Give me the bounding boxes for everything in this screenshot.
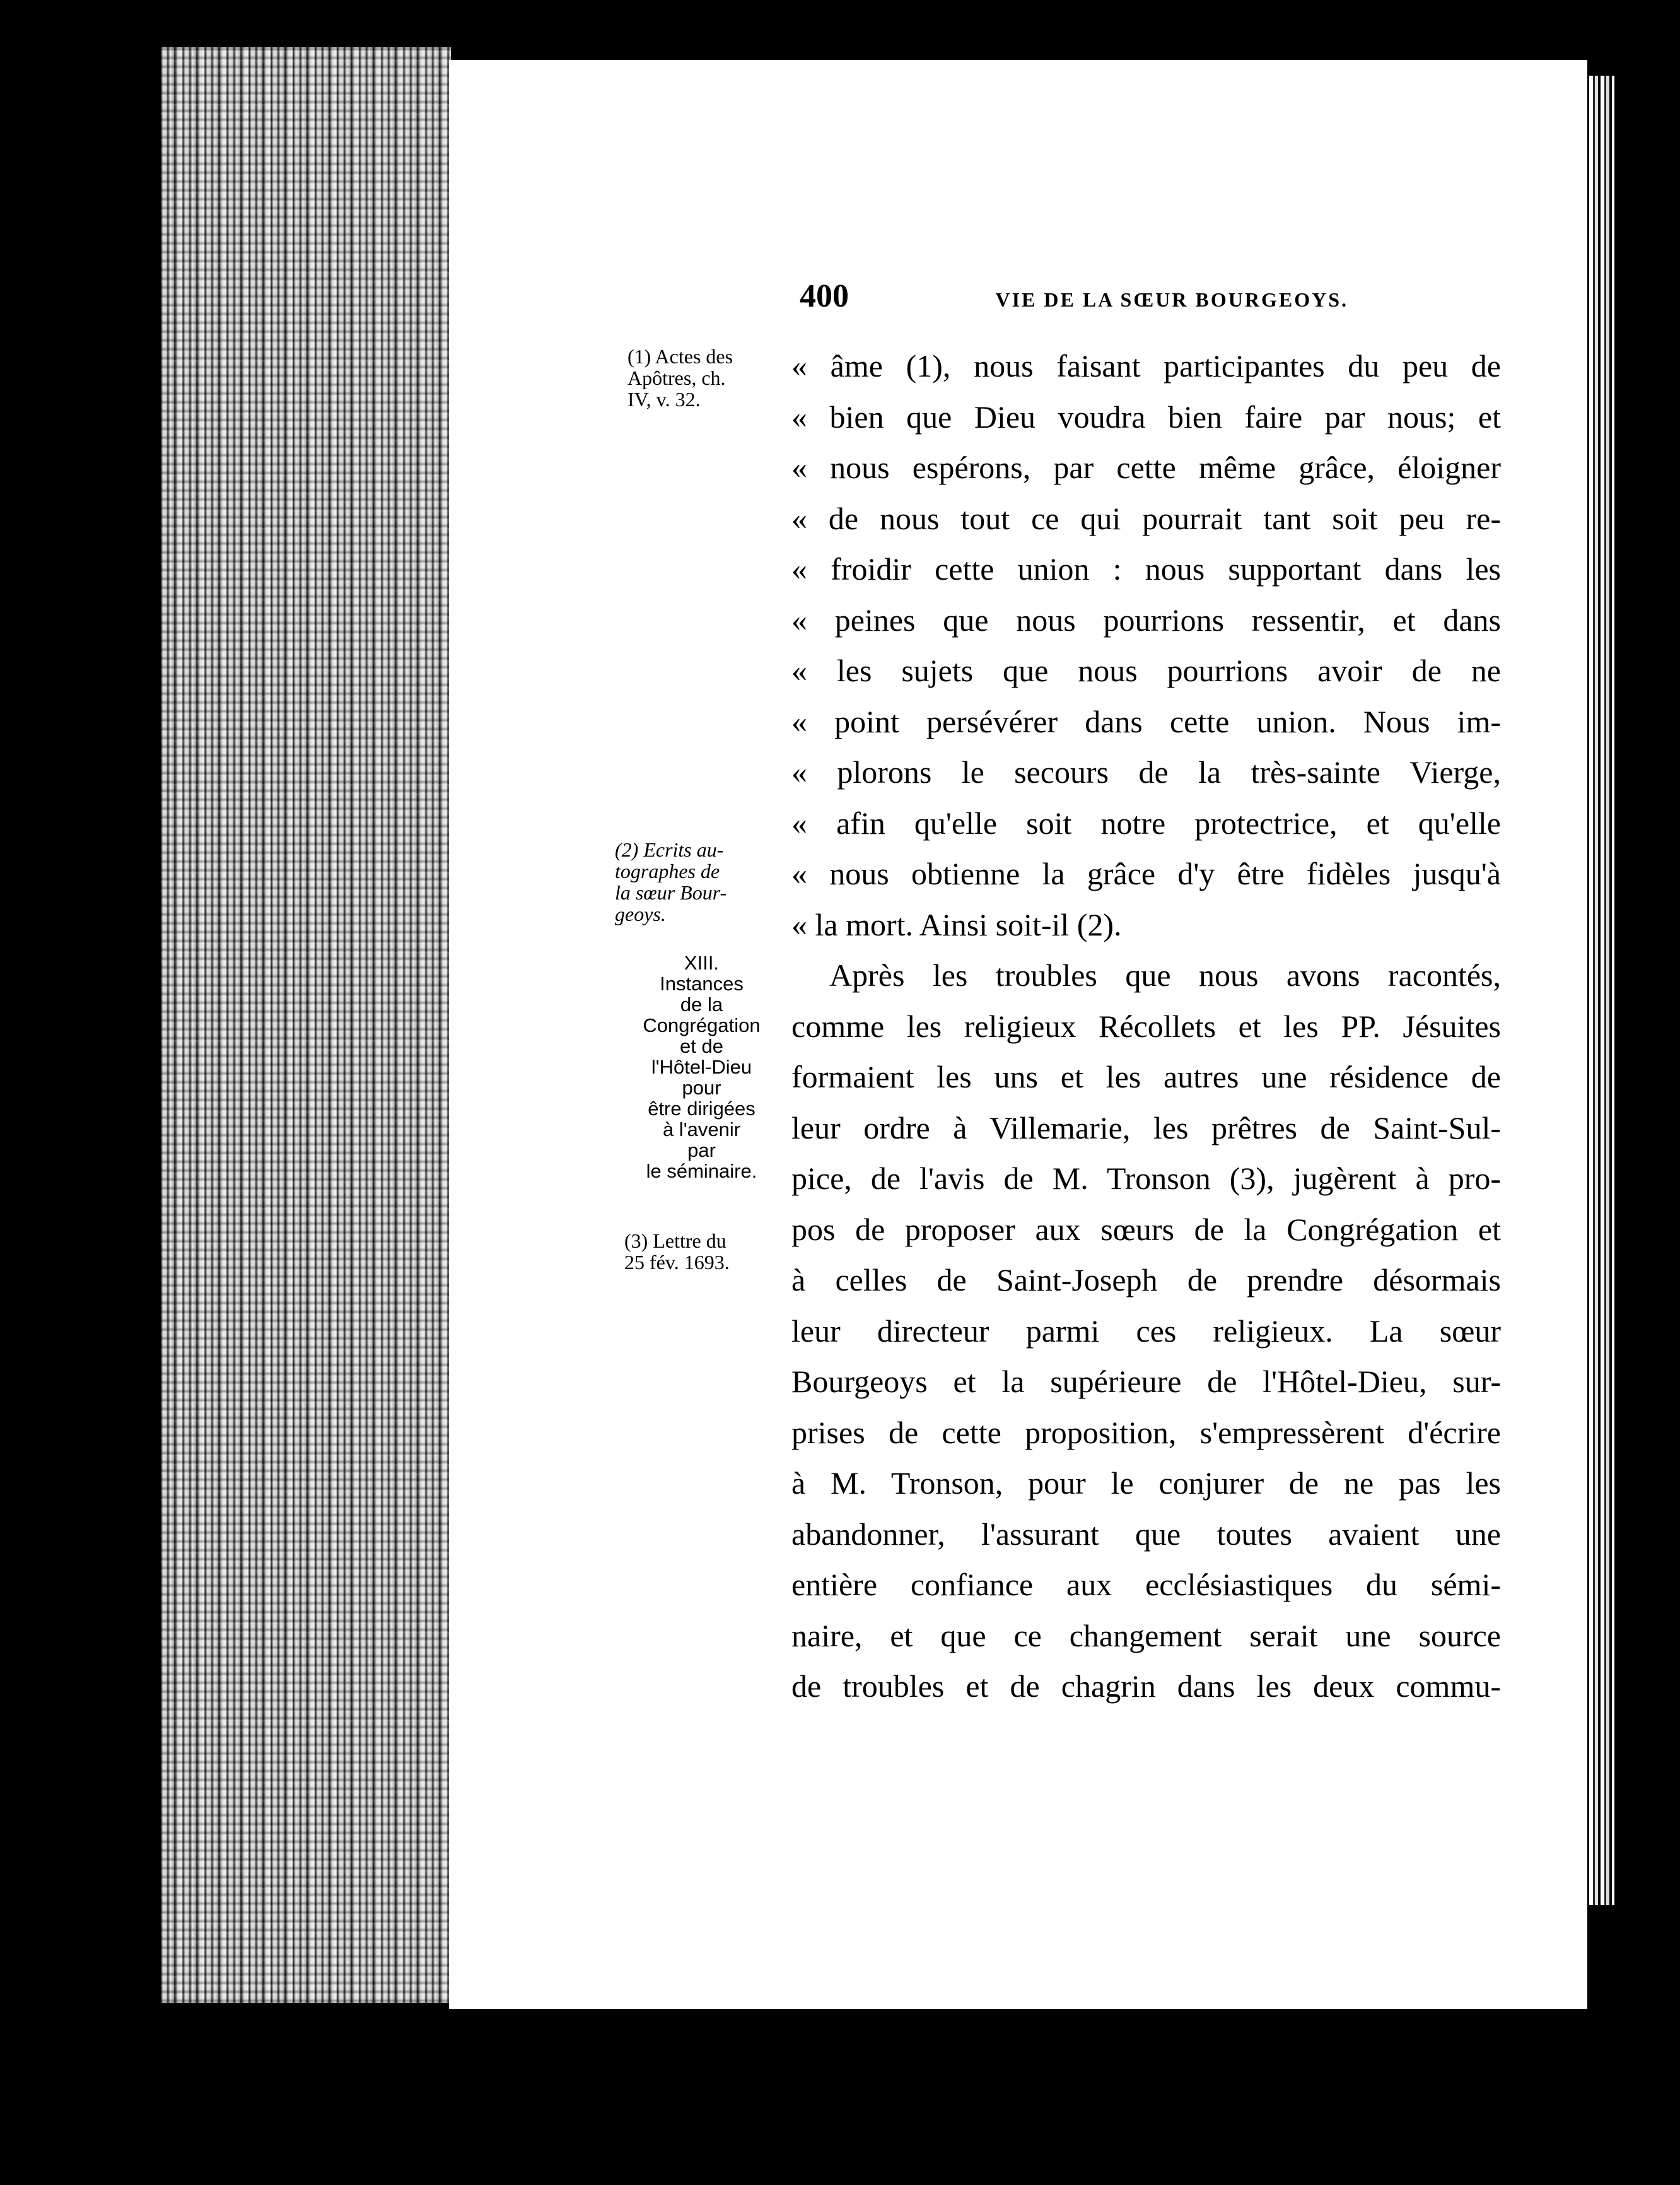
sidenote-line: être dirigées <box>648 1098 755 1120</box>
running-title: VIE DE LA SŒUR BOURGEOYS. <box>995 288 1348 311</box>
text-line: « peines que nous pourrions ressentir, et dans <box>791 602 1501 638</box>
text-line: à M. Tronson, pour le conjurer de ne pas les <box>791 1465 1501 1501</box>
text-line: « de nous tout ce qui pourrait tant soit peu re- <box>791 500 1501 536</box>
text-line: « la mort. Ainsi soit-il (2). <box>791 906 1122 942</box>
text-line: prises de cette proposition, s'empressèrent d'écrire <box>791 1414 1501 1450</box>
text-line: pice, de l'avis de M. Tronson (3), jugèrent à pro- <box>791 1161 1501 1196</box>
body-text <box>791 341 1501 1712</box>
text-line: « afin qu'elle soit notre protectrice, et qu'elle <box>791 805 1501 841</box>
text-line: « point persévérer dans cette union. Nous im- <box>791 703 1501 739</box>
text-line: leur directeur parmi ces religieux. La sœur <box>791 1313 1501 1349</box>
sidenote-line: l'Hôtel-Dieu <box>651 1056 752 1078</box>
text-line: « les sujets que nous pourrions avoir de ne <box>791 653 1501 688</box>
text-line: formaient les uns et les autres une résidence de <box>791 1059 1501 1094</box>
sidenote-line: pour <box>682 1077 721 1099</box>
margin-note-line: Apôtres, ch. <box>627 366 726 389</box>
text-line: à celles de Saint-Joseph de prendre désormais <box>791 1262 1501 1298</box>
text-line: Après les troubles que nous avons racontés, <box>829 958 1501 993</box>
text-line: « froidir cette union : nous supportant dans les <box>791 551 1501 587</box>
margin-note-line: geoys. <box>615 903 666 925</box>
sidenote-line: à l'avenir <box>662 1118 741 1140</box>
text-line: « nous espérons, par cette même grâce, éloigner <box>791 450 1501 485</box>
page-number: 400 <box>800 278 849 314</box>
text-line: abandonner, l'assurant que toutes avaient une <box>791 1516 1501 1552</box>
sidenote-line: et de <box>680 1035 723 1057</box>
book-page-edges <box>161 47 451 2003</box>
text-line: « âme (1), nous faisant participantes du peu de <box>791 348 1501 384</box>
text-line: Bourgeoys et la supérieure de l'Hôtel-Dieu, sur- <box>791 1364 1501 1399</box>
margin-note-line: 25 fév. 1693. <box>624 1251 730 1274</box>
text-line: comme les religieux Récollets et les PP. Jésuites <box>791 1008 1501 1044</box>
margin-note-2 <box>615 839 782 925</box>
margin-note-line: IV, v. 32. <box>627 388 701 411</box>
text-line: « plorons le secours de la très-sainte Vierge, <box>791 754 1501 790</box>
text-line: naire, et que ce changement serait une source <box>791 1617 1501 1653</box>
text-line: leur ordre à Villemarie, les prêtres de Saint-Sul- <box>791 1110 1501 1145</box>
margin-note-line: tographes de <box>615 860 720 882</box>
sidenote-line: de la <box>680 993 723 1016</box>
text-line: pos de proposer aux sœurs de la Congrégation et <box>791 1211 1501 1247</box>
sidenote-summary <box>621 952 782 1181</box>
text-line: entière confiance aux ecclésiastiques du sémi- <box>791 1567 1501 1602</box>
text-line: « nous obtienne la grâce d'y être fidèles jusqu'à <box>791 856 1501 891</box>
sidenote-line: le séminaire. <box>646 1160 757 1182</box>
margin-note-line: (2) Ecrits au- <box>615 838 724 861</box>
margin-note-1 <box>627 346 782 410</box>
margin-note-line: (1) Actes des <box>627 345 733 368</box>
sidenote-line: XIII. <box>684 952 720 974</box>
page-header <box>800 278 1348 315</box>
margin-note-line: (3) Lettre du <box>624 1229 726 1252</box>
text-line: de troubles et de chagrin dans les deux commu- <box>791 1668 1501 1704</box>
sidenote-line: par <box>687 1139 716 1161</box>
margin-note-3 <box>624 1230 782 1273</box>
margin-note-line: la sœur Bour- <box>615 881 727 904</box>
sidenote-line: Instances <box>660 973 744 995</box>
sidenote-line: Congrégation <box>643 1014 761 1036</box>
text-line: « bien que Dieu voudra bien faire par nous; et <box>791 399 1501 435</box>
facing-page-edge <box>1589 76 1614 1905</box>
